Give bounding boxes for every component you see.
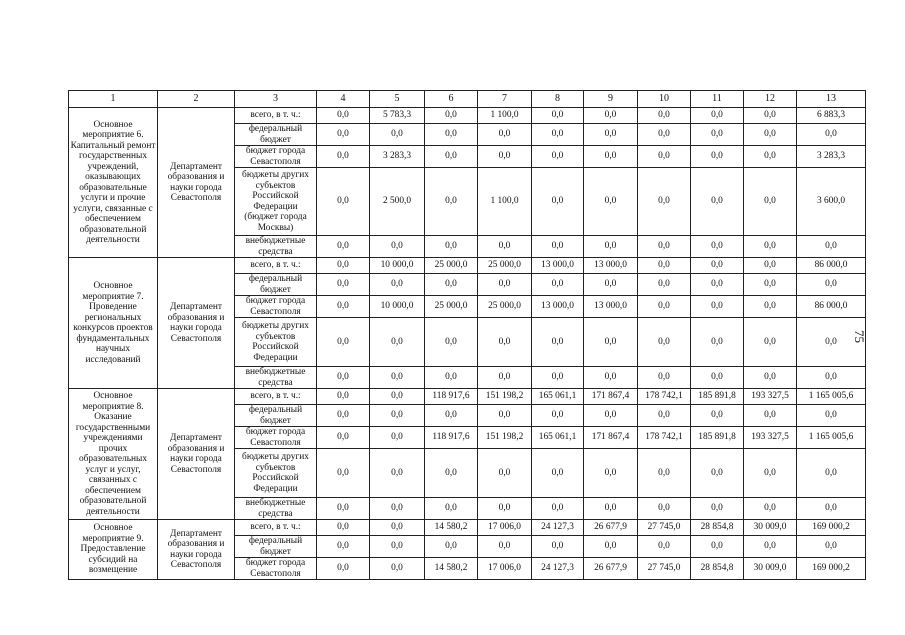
value-cell: 0,0 (532, 449, 584, 498)
header-cell: 13 (797, 91, 866, 108)
value-cell: 0,0 (638, 108, 691, 124)
value-cell: 0,0 (691, 168, 744, 236)
value-cell: 86 000,0 (797, 258, 866, 274)
funding-source-cell: всего, в т. ч.: (235, 389, 317, 405)
value-cell: 0,0 (370, 427, 425, 449)
value-cell: 17 006,0 (478, 520, 532, 536)
value-cell: 0,0 (797, 498, 866, 520)
value-cell: 30 009,0 (744, 558, 797, 580)
value-cell: 0,0 (532, 498, 584, 520)
value-cell: 0,0 (425, 449, 478, 498)
value-cell: 0,0 (370, 405, 425, 427)
funding-source-cell: бюджеты других субъектов Российской Федерации (235, 449, 317, 498)
value-cell: 0,0 (584, 536, 638, 558)
value-cell: 0,0 (691, 405, 744, 427)
value-cell: 0,0 (425, 536, 478, 558)
funding-source-cell: федеральный бюджет (235, 274, 317, 296)
value-cell: 0,0 (691, 258, 744, 274)
value-cell: 0,0 (370, 389, 425, 405)
value-cell: 13 000,0 (532, 296, 584, 318)
value-cell: 0,0 (425, 318, 478, 367)
table-row (69, 389, 866, 405)
value-cell: 3 283,3 (797, 146, 866, 168)
value-cell: 193 327,5 (744, 427, 797, 449)
value-cell: 13 000,0 (532, 258, 584, 274)
value-cell: 185 891,8 (691, 389, 744, 405)
value-cell: 0,0 (532, 236, 584, 258)
value-cell: 0,0 (638, 274, 691, 296)
value-cell: 0,0 (370, 498, 425, 520)
value-cell: 171 867,4 (584, 389, 638, 405)
value-cell: 0,0 (691, 274, 744, 296)
header-cell: 12 (744, 91, 797, 108)
header-cell: 4 (317, 91, 370, 108)
value-cell: 0,0 (584, 449, 638, 498)
table-row (69, 108, 866, 124)
value-cell: 0,0 (691, 124, 744, 146)
value-cell: 0,0 (797, 318, 866, 367)
value-cell: 0,0 (317, 405, 370, 427)
value-cell: 185 891,8 (691, 427, 744, 449)
value-cell: 0,0 (638, 124, 691, 146)
value-cell: 14 580,2 (425, 520, 478, 536)
value-cell: 13 000,0 (584, 258, 638, 274)
executor-cell: Департамент образования и науки города Севастополя (158, 108, 235, 258)
activity-cell: Основное мероприятие 7. Проведение региональных конкурсов проектов фундаментальных научных исследований (69, 258, 158, 389)
header-cell: 3 (235, 91, 317, 108)
funding-source-cell: бюджет города Севастополя (235, 146, 317, 168)
value-cell: 3 283,3 (370, 146, 425, 168)
value-cell: 193 327,5 (744, 389, 797, 405)
value-cell: 151 198,2 (478, 389, 532, 405)
funding-source-cell: бюджеты других субъектов Российской Федерации (235, 318, 317, 367)
value-cell: 25 000,0 (478, 296, 532, 318)
value-cell: 0,0 (317, 520, 370, 536)
value-cell: 0,0 (370, 536, 425, 558)
value-cell: 0,0 (638, 405, 691, 427)
value-cell: 0,0 (425, 108, 478, 124)
value-cell: 24 127,3 (532, 520, 584, 536)
value-cell: 0,0 (532, 367, 584, 389)
value-cell: 3 600,0 (797, 168, 866, 236)
value-cell: 0,0 (744, 498, 797, 520)
value-cell: 169 000,2 (797, 558, 866, 580)
value-cell: 0,0 (584, 405, 638, 427)
value-cell: 0,0 (425, 498, 478, 520)
value-cell: 178 742,1 (638, 427, 691, 449)
value-cell: 27 745,0 (638, 520, 691, 536)
value-cell: 86 000,0 (797, 296, 866, 318)
value-cell: 0,0 (744, 318, 797, 367)
value-cell: 0,0 (317, 124, 370, 146)
value-cell: 1 100,0 (478, 168, 532, 236)
page-number: 75 (852, 330, 867, 343)
value-cell: 0,0 (638, 168, 691, 236)
funding-source-cell: бюджеты других субъектов Российской Федерации (бюджет города Москвы) (235, 168, 317, 236)
value-cell: 0,0 (425, 405, 478, 427)
value-cell: 0,0 (797, 236, 866, 258)
value-cell: 0,0 (691, 296, 744, 318)
value-cell: 151 198,2 (478, 427, 532, 449)
value-cell: 0,0 (370, 274, 425, 296)
value-cell: 24 127,3 (532, 558, 584, 580)
value-cell: 0,0 (532, 146, 584, 168)
value-cell: 0,0 (317, 146, 370, 168)
value-cell: 0,0 (370, 318, 425, 367)
value-cell: 28 854,8 (691, 520, 744, 536)
value-cell: 0,0 (744, 168, 797, 236)
funding-source-cell: всего, в т. ч.: (235, 520, 317, 536)
value-cell: 0,0 (744, 146, 797, 168)
value-cell: 0,0 (317, 536, 370, 558)
value-cell: 0,0 (691, 146, 744, 168)
value-cell: 26 677,9 (584, 520, 638, 536)
header-row (69, 91, 866, 108)
value-cell: 0,0 (532, 168, 584, 236)
value-cell: 0,0 (744, 108, 797, 124)
value-cell: 0,0 (317, 236, 370, 258)
funding-source-cell: внебюджетные средства (235, 498, 317, 520)
value-cell: 0,0 (638, 536, 691, 558)
value-cell: 0,0 (638, 367, 691, 389)
header-cell: 9 (584, 91, 638, 108)
table-body (69, 91, 866, 580)
value-cell: 1 165 005,6 (797, 389, 866, 405)
value-cell: 0,0 (370, 558, 425, 580)
value-cell: 0,0 (691, 536, 744, 558)
value-cell: 0,0 (532, 108, 584, 124)
value-cell: 6 883,3 (797, 108, 866, 124)
value-cell: 25 000,0 (425, 258, 478, 274)
value-cell: 17 006,0 (478, 558, 532, 580)
value-cell: 25 000,0 (425, 296, 478, 318)
value-cell: 0,0 (584, 146, 638, 168)
value-cell: 0,0 (584, 124, 638, 146)
value-cell: 0,0 (425, 274, 478, 296)
value-cell: 0,0 (478, 367, 532, 389)
value-cell: 0,0 (317, 108, 370, 124)
value-cell: 0,0 (478, 498, 532, 520)
value-cell: 25 000,0 (478, 258, 532, 274)
value-cell: 0,0 (744, 536, 797, 558)
value-cell: 0,0 (317, 168, 370, 236)
value-cell: 165 061,1 (532, 427, 584, 449)
value-cell: 0,0 (478, 536, 532, 558)
value-cell: 0,0 (317, 389, 370, 405)
value-cell: 1 100,0 (478, 108, 532, 124)
executor-cell: Департамент образования и науки города Севастополя (158, 520, 235, 580)
header-cell: 10 (638, 91, 691, 108)
value-cell: 0,0 (584, 367, 638, 389)
value-cell: 0,0 (478, 274, 532, 296)
value-cell: 10 000,0 (370, 258, 425, 274)
funding-source-cell: внебюджетные средства (235, 367, 317, 389)
value-cell: 0,0 (691, 318, 744, 367)
value-cell: 171 867,4 (584, 427, 638, 449)
value-cell: 0,0 (797, 405, 866, 427)
value-cell: 0,0 (370, 367, 425, 389)
value-cell: 0,0 (370, 449, 425, 498)
value-cell: 0,0 (317, 498, 370, 520)
activity-cell: Основное мероприятие 6. Капитальный ремонт государственных учреждений, оказывающих образовательные услуги и прочие услуги, связанные с обеспечением образовательной деятельности (69, 108, 158, 258)
value-cell: 0,0 (478, 236, 532, 258)
funding-source-cell: бюджет города Севастополя (235, 296, 317, 318)
table-row (69, 258, 866, 274)
header-cell: 7 (478, 91, 532, 108)
value-cell: 0,0 (691, 367, 744, 389)
value-cell: 0,0 (425, 146, 478, 168)
value-cell: 0,0 (370, 520, 425, 536)
value-cell: 0,0 (425, 236, 478, 258)
value-cell: 169 000,2 (797, 520, 866, 536)
value-cell: 178 742,1 (638, 389, 691, 405)
value-cell: 118 917,6 (425, 389, 478, 405)
value-cell: 28 854,8 (691, 558, 744, 580)
value-cell: 0,0 (584, 274, 638, 296)
value-cell: 2 500,0 (370, 168, 425, 236)
value-cell: 0,0 (425, 124, 478, 146)
funding-source-cell: внебюджетные средства (235, 236, 317, 258)
funding-source-cell: всего, в т. ч.: (235, 108, 317, 124)
value-cell: 0,0 (691, 236, 744, 258)
value-cell: 0,0 (532, 274, 584, 296)
value-cell: 0,0 (744, 258, 797, 274)
value-cell: 0,0 (797, 124, 866, 146)
funding-source-cell: бюджет города Севастополя (235, 558, 317, 580)
value-cell: 13 000,0 (584, 296, 638, 318)
header-cell: 6 (425, 91, 478, 108)
value-cell: 0,0 (638, 498, 691, 520)
activity-cell: Основное мероприятие 8. Оказание государственными учреждениями прочих образовательных услуг и услуг, связанных с обеспечением образовательной деятельности (69, 389, 158, 520)
value-cell: 0,0 (317, 367, 370, 389)
value-cell: 0,0 (797, 449, 866, 498)
value-cell: 0,0 (478, 318, 532, 367)
value-cell: 0,0 (744, 405, 797, 427)
value-cell: 0,0 (584, 318, 638, 367)
value-cell: 0,0 (638, 296, 691, 318)
value-cell: 0,0 (584, 236, 638, 258)
value-cell: 0,0 (317, 318, 370, 367)
value-cell: 1 165 005,6 (797, 427, 866, 449)
value-cell: 0,0 (370, 236, 425, 258)
value-cell: 0,0 (317, 558, 370, 580)
value-cell: 0,0 (425, 367, 478, 389)
value-cell: 0,0 (317, 258, 370, 274)
table-row (69, 520, 866, 536)
value-cell: 0,0 (478, 449, 532, 498)
funding-source-cell: федеральный бюджет (235, 536, 317, 558)
funding-source-cell: федеральный бюджет (235, 124, 317, 146)
value-cell: 0,0 (584, 168, 638, 236)
activity-cell: Основное мероприятие 9. Предоставление субсидий на возмещение (69, 520, 158, 580)
funding-source-cell: бюджет города Севастополя (235, 427, 317, 449)
value-cell: 0,0 (532, 124, 584, 146)
value-cell: 165 061,1 (532, 389, 584, 405)
value-cell: 0,0 (317, 449, 370, 498)
value-cell: 0,0 (370, 124, 425, 146)
funding-source-cell: всего, в т. ч.: (235, 258, 317, 274)
header-cell: 5 (370, 91, 425, 108)
value-cell: 0,0 (744, 236, 797, 258)
value-cell: 0,0 (478, 146, 532, 168)
value-cell: 0,0 (532, 405, 584, 427)
value-cell: 0,0 (425, 168, 478, 236)
value-cell: 0,0 (532, 318, 584, 367)
value-cell: 0,0 (478, 405, 532, 427)
header-cell: 8 (532, 91, 584, 108)
value-cell: 0,0 (744, 274, 797, 296)
value-cell: 0,0 (584, 498, 638, 520)
value-cell: 5 783,3 (370, 108, 425, 124)
value-cell: 26 677,9 (584, 558, 638, 580)
value-cell: 30 009,0 (744, 520, 797, 536)
value-cell: 0,0 (744, 449, 797, 498)
value-cell: 0,0 (744, 367, 797, 389)
budget-table (68, 90, 866, 580)
value-cell: 0,0 (691, 498, 744, 520)
value-cell: 0,0 (691, 108, 744, 124)
value-cell: 0,0 (797, 536, 866, 558)
value-cell: 0,0 (638, 236, 691, 258)
value-cell: 0,0 (317, 274, 370, 296)
value-cell: 0,0 (478, 124, 532, 146)
header-cell: 2 (158, 91, 235, 108)
value-cell: 0,0 (317, 296, 370, 318)
value-cell: 0,0 (638, 449, 691, 498)
header-cell: 1 (69, 91, 158, 108)
value-cell: 0,0 (797, 367, 866, 389)
value-cell: 27 745,0 (638, 558, 691, 580)
value-cell: 0,0 (744, 124, 797, 146)
value-cell: 0,0 (744, 296, 797, 318)
executor-cell: Департамент образования и науки города Севастополя (158, 258, 235, 389)
value-cell: 0,0 (691, 449, 744, 498)
value-cell: 14 580,2 (425, 558, 478, 580)
header-cell: 11 (691, 91, 744, 108)
value-cell: 0,0 (317, 427, 370, 449)
value-cell: 118 917,6 (425, 427, 478, 449)
value-cell: 0,0 (638, 258, 691, 274)
value-cell: 10 000,0 (370, 296, 425, 318)
value-cell: 0,0 (532, 536, 584, 558)
value-cell: 0,0 (638, 318, 691, 367)
executor-cell: Департамент образования и науки города Севастополя (158, 389, 235, 520)
value-cell: 0,0 (584, 108, 638, 124)
value-cell: 0,0 (638, 146, 691, 168)
funding-source-cell: федеральный бюджет (235, 405, 317, 427)
value-cell: 0,0 (797, 274, 866, 296)
